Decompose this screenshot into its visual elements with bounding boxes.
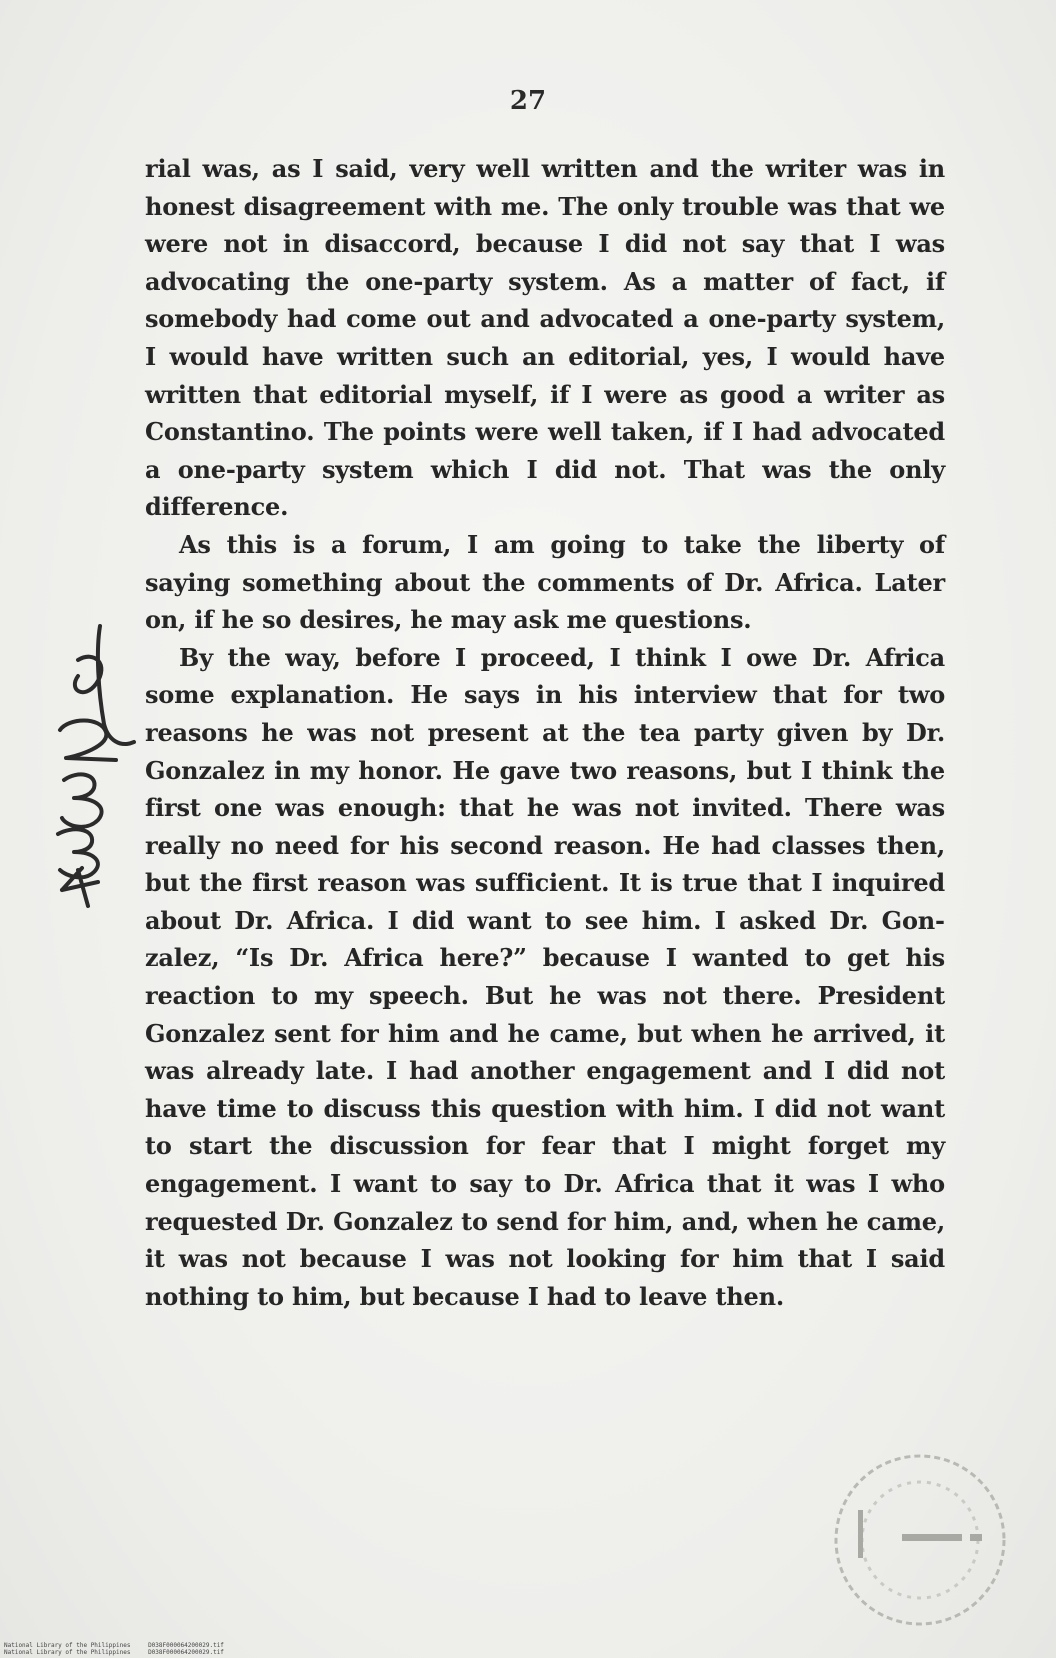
paragraph-3: By the way, before I proceed, I think I owe Dr. Africa some explanation. He says in his interview that for two reasons he was not present at the tea party given by Dr. Gonzalez in my honor. He gave two reasons, but I think the first one was enough: that he was not invited. There was really no need for his second reason. He had classes then, but the first reason was sufficient. It is true that I inquired about Dr. Africa. I did want to see him. I asked Dr. Gonzalez, “Is Dr. Africa here?” because I wanted to get his reaction to my speech. But he was not there. President Gonzalez sent for him and he came, but when he arrived, it was already late. I had another engagement and I did not have time to discuss this question with him. I did not want to start the discussion for fear that I might forget my engagement. I want to say to Dr. Africa that it was I who requested Dr. Gonzalez to send for him, and, when he came, it was not because I was not looking for him that I said nothing to him, but because I had to leave then. — [145, 642, 945, 1311]
footer-library-2: National Library of the Philippines — [4, 1649, 131, 1656]
scan-footer — [4, 1642, 238, 1656]
handwritten-note — [38, 620, 148, 910]
library-stamp — [800, 1430, 1010, 1630]
body-text — [145, 150, 945, 1315]
footer-file-1: D038F000064200029.tif — [148, 1642, 224, 1649]
footer-library-1: National Library of the Philippines — [4, 1642, 131, 1649]
paragraph-2: As this is a forum, I am going to take the liberty of saying something about the comments of Dr. Africa. Later on, if he so desires, he may ask me questions. — [145, 529, 945, 635]
paragraph-1: rial was, as I said, very well written and the writer was in honest disagreement with me. The only trouble was that we were not in disaccord, because I did not say that I was advocating the one-party system. As a matter of fact, if somebody had come out and advocated a one-party system, I would have written such an editorial, yes, I would have written that editorial myself, if I were as good a writer as Constantino. The points were well taken, if I had advocated a one-party system which I did not. That was the only difference. — [145, 154, 945, 522]
footer-file-2: D038F000064200029.tif — [148, 1649, 224, 1656]
page-number: 27 — [509, 86, 547, 116]
